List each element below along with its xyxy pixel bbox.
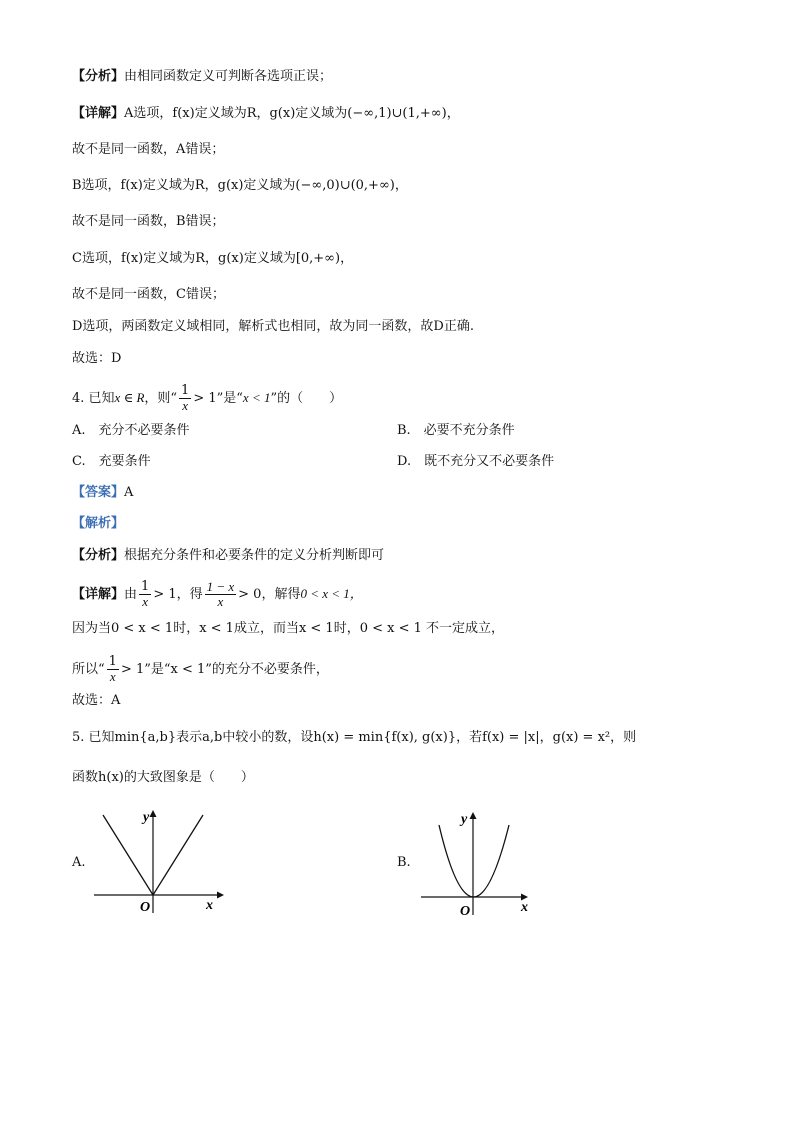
q4-jiexi-line xyxy=(72,515,124,533)
line3-frac-den: x xyxy=(109,669,116,684)
graph-a-y-label: y xyxy=(143,810,150,825)
detail-range: 0 < x < 1， xyxy=(300,586,363,601)
graph-a-left-branch xyxy=(103,815,153,895)
detail-frac2-den: x xyxy=(217,594,224,609)
q4-reason-line: 因为当0 < x < 1时，x < 1成立，而当x < 1时，0 < x < 1 不一定成立， xyxy=(72,621,505,636)
graph-a-x-label: x xyxy=(206,898,213,913)
q4-option-c: C. 充要条件 xyxy=(72,454,151,469)
q4-stem-mid2: ”是“ xyxy=(216,391,243,406)
detail-frac2-num: 1 − x xyxy=(206,579,235,594)
answer-tag: 【答案】 xyxy=(72,485,125,500)
q4-frac-num: 1 xyxy=(181,383,190,398)
q4-option-b: B. 必要不充分条件 xyxy=(397,423,515,438)
q4-fraction xyxy=(179,384,191,413)
q4-analysis-line xyxy=(72,547,384,565)
graph-b-origin: O xyxy=(460,904,471,919)
q4-detail-line xyxy=(72,580,363,609)
line3-pre: 所以“ xyxy=(72,662,105,677)
graph-b xyxy=(397,805,557,920)
detail-tag: 【详解】 xyxy=(72,587,125,602)
line3-post: > 1”是“x < 1”的充分不必要条件， xyxy=(120,662,329,677)
detail-a-text: A选项，f(x)定义域为R，g(x)定义域为(−∞,1)∪(1,+∞)， xyxy=(124,106,460,121)
q3-a-conclusion: 故不是同一函数，A错误； xyxy=(72,142,225,157)
graph-b-label: B. xyxy=(397,855,411,870)
q4-option-d: D. 既不充分又不必要条件 xyxy=(397,454,555,469)
q4-stem-ineq: > 1 xyxy=(193,391,217,406)
q4-answer-line xyxy=(72,484,133,502)
line3-fraction xyxy=(107,655,119,684)
q3-detail-a-line xyxy=(72,105,460,123)
graph-a-right-branch xyxy=(153,815,203,895)
q5-stem-line1: 5. 已知min{a,b}表示a,b中较小的数，设h(x) = min{f(x), g(x)}，若f(x) = |x|，g(x) = x²，则 xyxy=(72,730,637,745)
jiexi-tag: 【解析】 xyxy=(72,516,125,531)
detail-tag: 【详解】 xyxy=(72,106,125,121)
q4-stem-mid: ，则“ xyxy=(144,391,178,406)
q4-option-a: A. 充分不必要条件 xyxy=(72,423,190,438)
q4-stem-cond: x ∈ R xyxy=(114,390,145,405)
graph-b-parabola xyxy=(439,825,509,897)
detail-pre: 由 xyxy=(124,587,138,602)
graph-a-plot xyxy=(72,805,232,920)
q3-analysis-line xyxy=(72,68,332,86)
detail-fraction-1 xyxy=(139,580,151,609)
detail-fraction-2 xyxy=(205,580,237,609)
answer-value: A xyxy=(124,485,134,500)
q3-b-conclusion: 故不是同一函数，B错误； xyxy=(72,214,225,229)
analysis-tag: 【分析】 xyxy=(72,69,125,84)
detail-gt1: > 1，得 xyxy=(153,587,203,602)
q4-stem-x: x < 1 xyxy=(242,390,271,405)
q4-conclusion-line xyxy=(72,655,329,684)
detail-frac1-num: 1 xyxy=(141,579,150,594)
graph-b-y-label: y xyxy=(461,812,468,827)
q5-stem-line2: 函数h(x)的大致图象是（ ） xyxy=(72,770,254,785)
analysis-text: 由相同函数定义可判断各选项正误； xyxy=(124,69,333,84)
q3-b-text: B选项，f(x)定义域为R，g(x)定义域为(−∞,0)∪(0,+∞)， xyxy=(72,178,408,193)
analysis-text: 根据充分条件和必要条件的定义分析判断即可 xyxy=(124,548,385,563)
graph-a-origin: O xyxy=(140,900,151,915)
q3-c-text: C选项，f(x)定义域为R，g(x)定义域为[0,+∞)， xyxy=(72,251,354,266)
graph-a-label: A. xyxy=(72,855,86,870)
q4-frac-den: x xyxy=(182,398,189,413)
graph-b-x-label: x xyxy=(521,900,528,915)
q4-stem-end: ”的（ ） xyxy=(270,391,343,406)
detail-frac1-den: x xyxy=(142,594,149,609)
q4-stem-pre: 4. 已知 xyxy=(72,391,115,406)
q4-stem xyxy=(72,384,342,413)
q3-d-text: D选项，两函数定义域相同，解析式也相同，故为同一函数，故D正确. xyxy=(72,319,474,334)
analysis-tag: 【分析】 xyxy=(72,548,125,563)
graph-b-plot xyxy=(397,805,557,920)
q3-c-conclusion: 故不是同一函数，C错误； xyxy=(72,287,225,302)
graph-a xyxy=(72,805,232,920)
q3-choose: 故选：D xyxy=(72,351,122,366)
line3-frac-num: 1 xyxy=(108,654,117,669)
detail-gt0: > 0，解得 xyxy=(238,587,301,602)
q4-choose: 故选：A xyxy=(72,693,121,708)
